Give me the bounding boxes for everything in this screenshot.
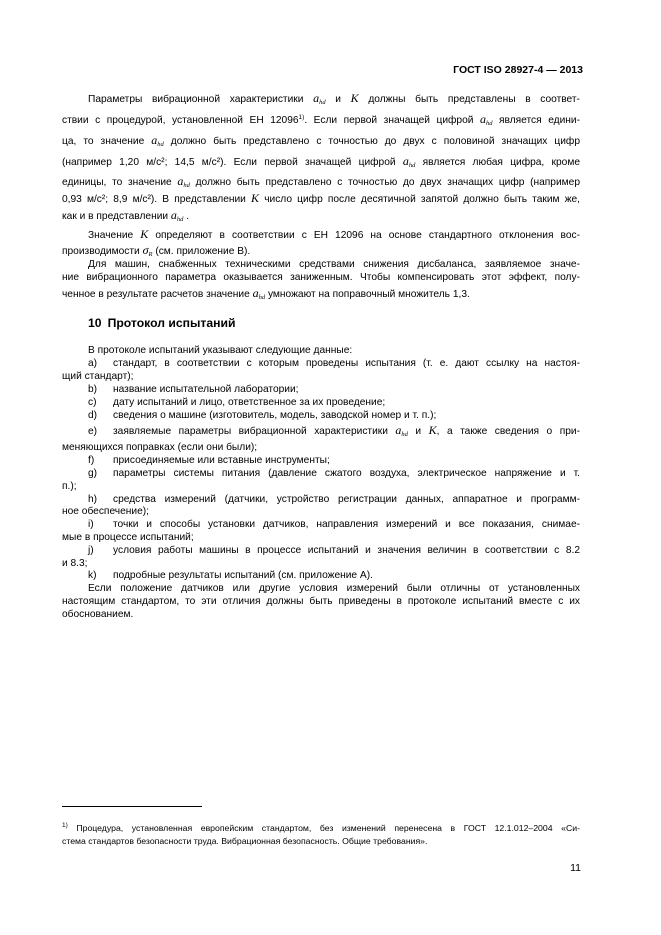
symbol-k: K <box>251 191 260 205</box>
symbol-ahd: $a_{hd}$ <box>170 208 184 223</box>
footnote-mark: 1) <box>62 822 68 829</box>
list-item-f: f) присоединяемые или вставные инструменты; <box>88 455 330 466</box>
list-item-h-cont: ное обеспечение); <box>62 506 149 517</box>
symbol-ahd: $a_{hd}$ <box>479 112 493 127</box>
closing-line-1: Если положение датчиков или другие условия измерений были отличны от установленных <box>88 583 580 594</box>
paragraph-3-line-2: ние вибрационного параметра оказывается заниженным. Чтобы компенсировать этот эффект, полу- <box>62 272 580 283</box>
symbol-sigma-r: $\sigma_R$ <box>142 243 153 258</box>
page-number: 11 <box>570 862 581 874</box>
section-number: 10 <box>88 316 102 330</box>
symbol-ahd: $a_{hd}$ <box>252 286 266 301</box>
symbol-ahd: $a_{hd}$ <box>177 174 190 189</box>
list-item-j-cont: и 8.3; <box>62 558 88 569</box>
footnote-line-2: стема стандартов безопасности труда. Вибрационная безопасность. Общие требования». <box>62 836 428 846</box>
list-item-j: j) условия работы машины в процессе испытаний и значения величин в соответствии с 8.2 <box>88 545 580 556</box>
symbol-k: K <box>350 91 359 105</box>
list-item-b: b) название испытательной лаборатории; <box>88 384 299 395</box>
list-item-e: e) заявляемые параметры вибрационной характеристики $a_{hd}$ и K, а также сведения о при- <box>88 423 580 438</box>
paragraph-1-line-4: (например 1,20 м/с²; 14,5 м/с²). Если первой значащей цифрой $a_{hd}$ является любая цифра, кроме <box>62 154 580 169</box>
list-item-c: c) дату испытаний и лицо, ответственное за их проведение; <box>88 397 386 408</box>
closing-line-3: обоснованием. <box>62 609 134 620</box>
symbol-k: K <box>428 423 437 437</box>
document-header: ГОСТ ISO 28927-4 — 2013 <box>453 64 583 76</box>
symbol-ahd: $a_{hd}$ <box>402 154 416 169</box>
section-heading <box>88 316 242 330</box>
list-item-g-cont: п.); <box>62 481 77 492</box>
symbol-ahd: $a_{hd}$ <box>395 423 408 438</box>
paragraph-1-line-6: 0,93 м/с²; 8,9 м/с²). В представлении K число цифр после десятичной запятой должно быть таким же, <box>62 191 581 205</box>
symbol-ahd: $a_{hd}$ <box>313 91 326 106</box>
closing-line-2: настоящим стандартом, то эти отличия должны быть приведены в протоколе испытаний вместе с их <box>62 596 580 607</box>
paragraph-1-line-1: Параметры вибрационной характеристики $a_{hd}$ и K должны быть представлены в соответ- <box>88 91 580 106</box>
paragraph-1-line-3: ца, то значение $a_{hd}$ должно быть представлено с точностью до двух с половиной значащих цифр <box>62 133 580 148</box>
list-item-h: h) средства измерений (датчики, устройство регистрации данных, аппаратное и программ- <box>88 494 580 505</box>
paragraph-1-line-5: единицы, то значение $a_{hd}$ должно быть представлено с точностью до двух значащих цифр (например <box>62 174 580 189</box>
list-item-d: d) сведения о машине (изготовитель, модель, заводской номер и т. п.); <box>88 410 437 421</box>
list-item-e-cont: меняющихся поправках (если они были); <box>62 442 258 453</box>
list-item-i-cont: мые в процессе испытаний; <box>62 532 194 543</box>
paragraph-3-line-3: ченное в результате расчетов значение $a_{hd}$ умножают на поправочный множитель 1,3. <box>62 286 470 301</box>
footnote-divider <box>62 806 202 807</box>
list-item-k: k) подробные результаты испытаний (см. приложение А). <box>88 570 373 581</box>
list-item-a-cont: щий стандарт); <box>62 371 134 382</box>
paragraph-1-line-2: ствии с процедурой, установленной ЕН 12096$^{1)}$. Если первой значащей цифрой $a_{hd}$ является едини- <box>62 112 580 127</box>
list-item-i: i) точки и способы установки датчиков, направления измерений и все показания, снимае- <box>88 519 580 530</box>
footnote-ref: 1) <box>298 114 305 121</box>
footnote-line-1: $^{1)}$ Процедура, установленная европейским стандартом, без изменений перенесена в ГОСТ 12.1.012–2004 «Си- <box>62 822 580 833</box>
section-title: Протокол испытаний <box>107 316 236 330</box>
list-item-a: a) стандарт, в соответствии с которым проведены испытания (т. е. дают ссылку на настоя- <box>88 358 580 369</box>
paragraph-3-line-1: Для машин, снабженных техническими средствами снижения дисбаланса, заявляемое значе- <box>88 259 580 270</box>
symbol-ahd: $a_{hd}$ <box>151 133 164 148</box>
list-item-g: g) параметры системы питания (давление сжатого воздуха, электрическое напряжение и т. <box>88 468 580 479</box>
list-intro: В протоколе испытаний указывают следующие данные: <box>88 345 353 356</box>
symbol-k: K <box>140 227 149 241</box>
paragraph-1-line-7: как и в представлении $a_{hd}$ . <box>62 208 190 223</box>
paragraph-2-line-2: производимости $\sigma_R$ (см. приложение В). <box>62 243 251 258</box>
paragraph-2-line-1: Значение K определяют в соответствии с ЕН 12096 на основе стандартного отклонения вос- <box>88 227 580 241</box>
